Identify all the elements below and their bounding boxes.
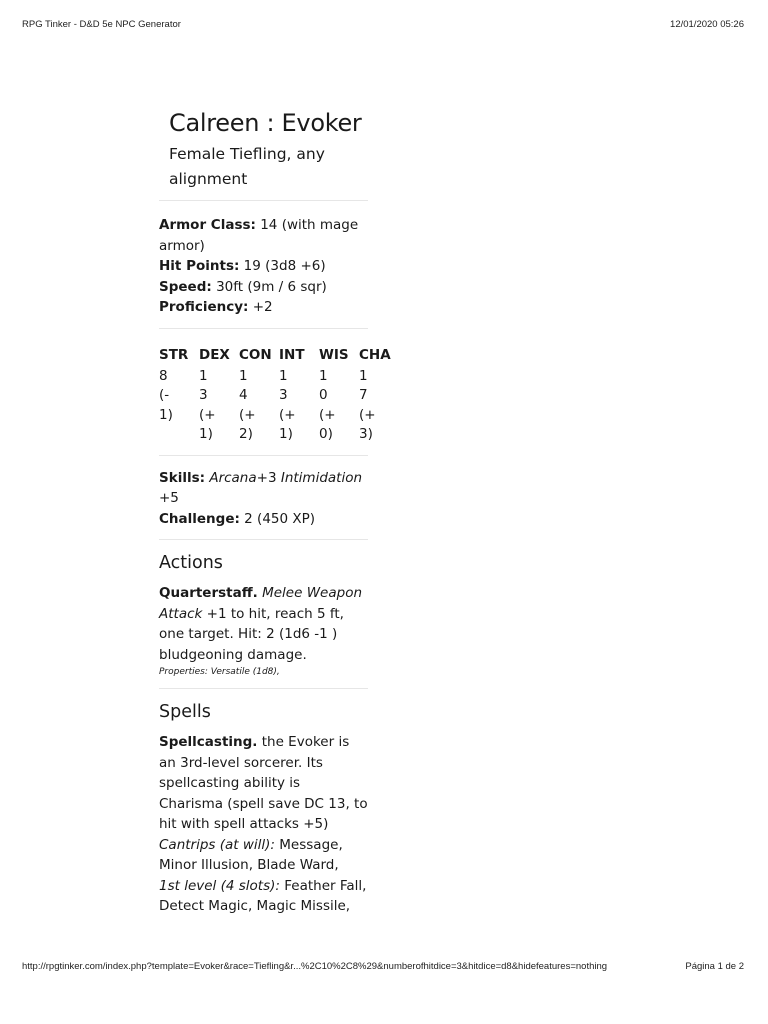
spellcasting-name: Spellcasting. xyxy=(159,734,258,751)
action-text: +1 to hit, reach 5 ft, one target. Hit: 2 (1d6 -1 ) bludgeoning damage. xyxy=(159,605,344,663)
divider xyxy=(159,688,368,689)
cantrips xyxy=(159,835,368,876)
speed-label: Speed: xyxy=(159,278,212,295)
print-footer xyxy=(22,961,744,972)
ability-dex xyxy=(199,345,239,445)
divider xyxy=(159,455,368,456)
armor-class xyxy=(159,215,368,256)
ability-str xyxy=(159,345,199,445)
ability-value: 14(+2) xyxy=(239,367,256,443)
ability-wis xyxy=(319,345,359,445)
challenge-label: Challenge: xyxy=(159,510,240,527)
level1-label: 1st level (4 slots): xyxy=(159,877,280,894)
spellcasting-text: the Evoker is an 3rd-level sorcerer. Its spellcasting ability is Charisma (spell save DC 13, to hit with spell attacks +5) xyxy=(159,734,368,833)
proficiency-value: +2 xyxy=(252,299,273,315)
ability-name: STR xyxy=(159,346,189,363)
npc-name: Calreen : Evoker xyxy=(169,109,362,137)
print-datetime: 12/01/2020 05:26 xyxy=(670,19,744,30)
skill-intimidation-bonus: +5 xyxy=(159,490,179,507)
ability-con xyxy=(239,345,279,445)
action-name: Quarterstaff. xyxy=(159,585,258,602)
print-url: http://rpgtinker.com/index.php?template=Evoker&race=Tiefling&r...%2C10%2C8%29&numberofhitdice=3&hitdice=d8&hidefeatures=nothing xyxy=(22,961,608,972)
proficiency xyxy=(159,297,368,318)
challenge-value: 2 (450 XP) xyxy=(244,510,316,527)
divider xyxy=(159,328,368,329)
cantrips-label: Cantrips (at will): xyxy=(159,836,275,853)
ability-name: WIS xyxy=(319,346,349,363)
spells-section xyxy=(159,699,368,917)
speed-value: 30ft (9m / 6 sqr) xyxy=(216,278,327,295)
print-page-number: Página 1 de 2 xyxy=(685,961,744,972)
ability-value: 17(+3) xyxy=(359,367,376,443)
ability-name: DEX xyxy=(199,346,230,363)
actions-section xyxy=(159,550,368,679)
skill-intimidation: Intimidation xyxy=(280,469,363,486)
ability-name: INT xyxy=(279,346,305,363)
armor-class-value: 14 (with mage armor) xyxy=(159,217,359,254)
skills xyxy=(159,468,368,509)
hit-points-label: Hit Points: xyxy=(159,258,240,274)
spells-heading: Spells xyxy=(159,702,211,723)
action-properties: Properties: Versatile (1d8), xyxy=(159,667,280,678)
ability-value: 13(+1) xyxy=(199,367,216,443)
armor-class-label: Armor Class: xyxy=(159,217,256,233)
skills-challenge xyxy=(159,468,368,530)
ability-name: CON xyxy=(239,346,272,363)
actions-heading: Actions xyxy=(159,553,223,574)
ability-value: 13(+1) xyxy=(279,367,296,443)
skills-label: Skills: xyxy=(159,469,206,486)
stat-block xyxy=(159,200,391,917)
action-quarterstaff xyxy=(159,583,368,665)
npc-title-block xyxy=(169,106,369,192)
ability-cha xyxy=(359,345,399,445)
action-type: Melee Weapon Attack xyxy=(159,585,363,622)
hit-points xyxy=(159,256,368,277)
cantrips-list: Message, Minor Illusion, Blade Ward, xyxy=(159,836,343,874)
spellcasting xyxy=(159,732,368,835)
divider xyxy=(159,200,368,201)
ability-value: 8(-1) xyxy=(159,367,173,423)
npc-subtitle: Female Tiefling, any alignment xyxy=(169,145,325,188)
challenge xyxy=(159,509,368,530)
print-doc-title: RPG Tinker - D&D 5e NPC Generator xyxy=(22,19,181,30)
skill-arcana: Arcana xyxy=(209,469,257,486)
ability-int xyxy=(279,345,319,445)
ability-name: CHA xyxy=(359,346,391,363)
hit-points-value: 19 (3d8 +6) xyxy=(243,258,326,274)
print-header xyxy=(22,19,744,30)
speed xyxy=(159,277,368,298)
ability-scores-table xyxy=(159,345,391,445)
divider xyxy=(159,539,368,540)
ability-value: 10(+0) xyxy=(319,367,336,443)
level1-spells xyxy=(159,876,368,917)
core-stats xyxy=(159,215,368,318)
skill-arcana-bonus: +3 xyxy=(256,469,277,486)
proficiency-label: Proficiency: xyxy=(159,299,249,315)
level1-list: Feather Fall, Detect Magic, Magic Missile, xyxy=(159,877,367,915)
